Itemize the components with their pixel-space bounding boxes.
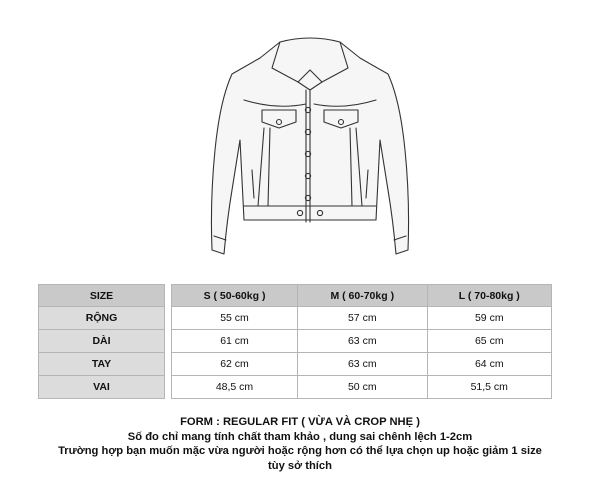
header-s: S ( 50-60kg ) <box>172 285 298 307</box>
table-header-row <box>39 285 552 307</box>
table-cell: 65 cm <box>427 330 551 353</box>
sizing-advice-note: Trường hợp bạn muốn mặc vừa người hoặc rộng hơn có thể lựa chọn up hoặc giảm 1 size <box>58 445 542 457</box>
table-cell: 59 cm <box>427 307 551 330</box>
table-row <box>39 307 552 330</box>
header-m: M ( 60-70kg ) <box>298 285 428 307</box>
table-cell: 55 cm <box>172 307 298 330</box>
form-note: FORM : REGULAR FIT ( VỪA VÀ CROP NHẸ ) <box>180 416 420 428</box>
table-row <box>39 330 552 353</box>
size-chart-table <box>38 284 552 399</box>
preference-note: tùy sở thích <box>268 459 332 472</box>
row-label: RỘNG <box>39 307 165 330</box>
table-cell: 51,5 cm <box>427 376 551 399</box>
row-label: DÀI <box>39 330 165 353</box>
table-row <box>39 376 552 399</box>
header-size: SIZE <box>39 285 165 307</box>
table-cell: 48,5 cm <box>172 376 298 399</box>
table-cell: 64 cm <box>427 353 551 376</box>
table-cell: 63 cm <box>298 353 428 376</box>
table-cell: 50 cm <box>298 376 428 399</box>
header-l: L ( 70-80kg ) <box>427 285 551 307</box>
tolerance-note: Số đo chỉ mang tính chất tham khảo , dung sai chênh lệch 1-2cm <box>127 430 473 443</box>
table-row <box>39 353 552 376</box>
row-label: VAI <box>39 376 165 399</box>
table-cell: 57 cm <box>298 307 428 330</box>
table-cell: 63 cm <box>298 330 428 353</box>
jacket-illustration <box>200 30 420 265</box>
row-label: TAY <box>39 353 165 376</box>
table-cell: 61 cm <box>172 330 298 353</box>
table-cell: 62 cm <box>172 353 298 376</box>
size-notes <box>0 415 600 473</box>
